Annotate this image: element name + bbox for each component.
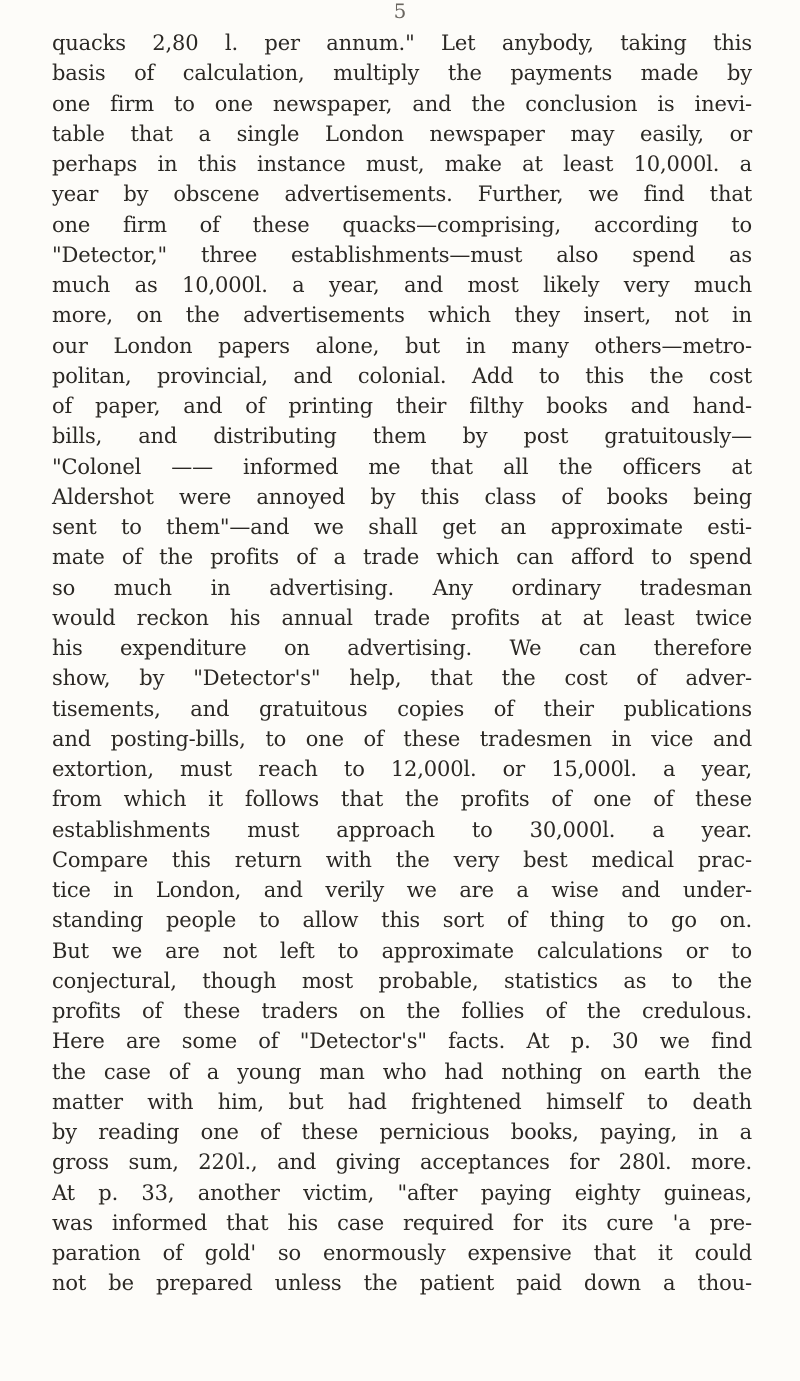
text-line: paration of gold' so enormously expensive that it could (52, 1241, 752, 1265)
text-line: At p. 33, another victim, "after paying eighty guineas, (52, 1180, 752, 1205)
text-line: by reading one of these pernicious books, paying, in a (52, 1120, 752, 1144)
text-line: bills, and distributing them by post gratuitously— (52, 424, 752, 449)
text-line: extortion, must reach to 12,000l. or 15,000l. a year, (52, 757, 752, 781)
text-line: quacks 2,80 l. per annum." Let anybody, taking this (52, 31, 752, 55)
text-line: Compare this return with the very best medical prac- (52, 847, 752, 872)
text-line: the case of a young man who had nothing on earth the (52, 1059, 752, 1084)
text-line: conjectural, though most probable, statistics as to the (52, 968, 752, 993)
text-line: gross sum, 220l., and giving acceptances for 280l. more. (52, 1150, 752, 1175)
text-line: "Colonel —— informed me that all the officers at (52, 454, 752, 479)
text-line: our London papers alone, but in many others—metro- (52, 333, 752, 358)
text-line: sent to them"—and we shall get an approximate esti- (52, 515, 752, 539)
text-line: basis of calculation, multiply the payments made by (52, 61, 752, 86)
text-line: profits of these traders on the follies of the credulous. (52, 999, 752, 1023)
body-text (52, 28, 752, 1299)
text-line: from which it follows that the profits of one of these (52, 787, 752, 812)
text-line: establishments must approach to 30,000l. a year. (52, 817, 752, 842)
text-line: one firm of these quacks—comprising, according to (52, 212, 752, 237)
text-line: year by obscene advertisements. Further, we find that (52, 182, 752, 207)
text-line: tisements, and gratuitous copies of their publications (52, 696, 752, 721)
text-line: Here are some of "Detector's" facts. At p. 30 we find (52, 1029, 752, 1054)
text-line: standing people to allow this sort of thing to go on. (52, 908, 752, 933)
text-line: would reckon his annual trade profits at at least twice (52, 605, 752, 630)
text-line: perhaps in this instance must, make at least 10,000l. a (52, 152, 752, 176)
text-line: one firm to one newspaper, and the conclusion is inevi- (52, 91, 752, 116)
text-line: matter with him, but had frightened himself to death (52, 1089, 752, 1114)
page-number: 5 (393, 0, 407, 23)
text-line: and posting-bills, to one of these tradesmen in vice and (52, 726, 752, 751)
text-line: was informed that his case required for its cure 'a pre- (52, 1210, 752, 1235)
text-line: "Detector," three establishments—must also spend as (52, 242, 752, 267)
text-line: table that a single London newspaper may easily, or (52, 121, 752, 146)
text-line: mate of the profits of a trade which can afford to spend (52, 545, 752, 570)
text-line: much as 10,000l. a year, and most likely very much (52, 273, 752, 297)
text-line: tice in London, and verily we are a wise and under- (52, 878, 752, 902)
text-line: so much in advertising. Any ordinary tradesman (52, 575, 752, 600)
text-line: politan, provincial, and colonial. Add to this the cost (52, 363, 752, 388)
text-line: of paper, and of printing their filthy books and hand- (52, 394, 752, 418)
text-line: show, by "Detector's" help, that the cost of adver- (52, 666, 752, 691)
text-line: not be prepared unless the patient paid down a thou- (52, 1271, 752, 1296)
text-line: But we are not left to approximate calculations or to (52, 938, 752, 963)
text-line: Aldershot were annoyed by this class of books being (52, 484, 752, 509)
text-line: more, on the advertisements which they insert, not in (52, 303, 752, 328)
text-line: his expenditure on advertising. We can therefore (52, 636, 752, 660)
